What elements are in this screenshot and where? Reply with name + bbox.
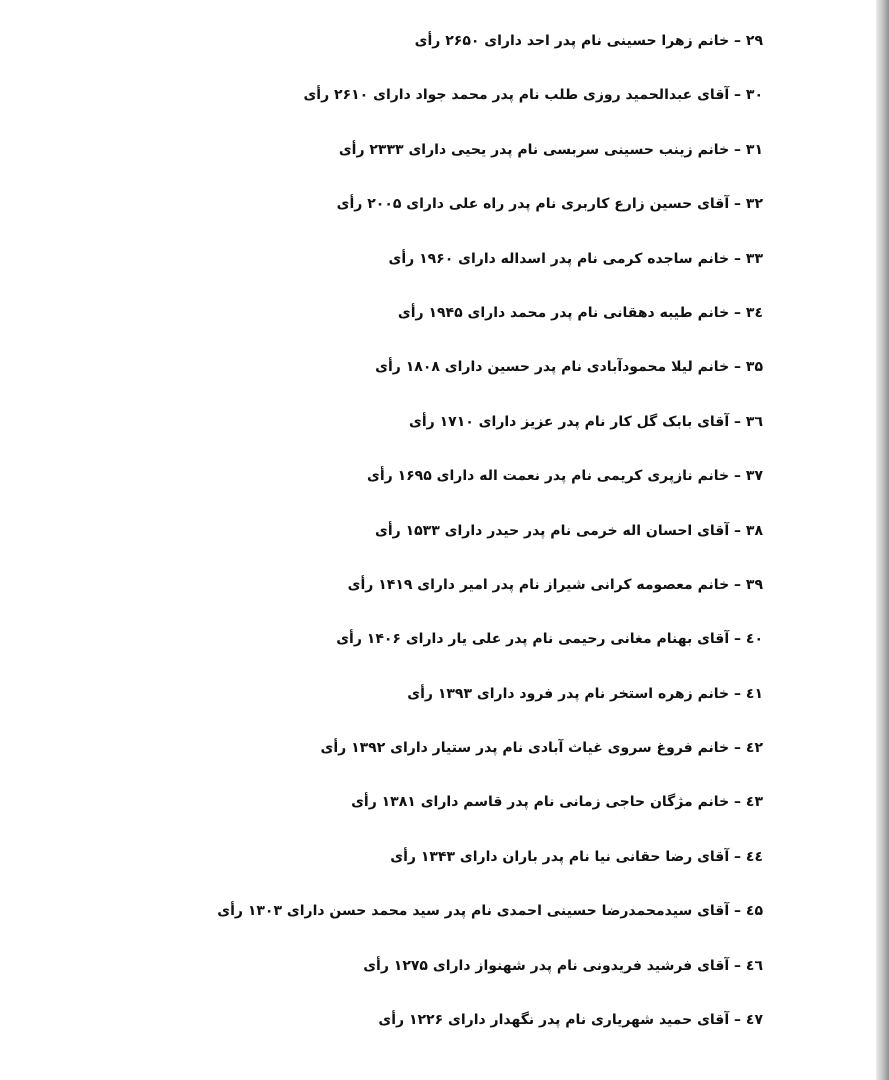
candidate-entry: ٤٤ – آقای رضا حقانی نیا نام پدر باران دارای ۱۳۴۳ رأی — [390, 848, 763, 865]
candidate-entry: ۳٤ – خانم طیبه دهقانی نام پدر محمد دارای ۱۹۴۵ رأی — [397, 304, 763, 321]
candidate-entry: ۳۹ – خانم معصومه کرانی شیراز نام پدر امیر دارای ۱۴۱۹ رأی — [347, 576, 763, 593]
candidate-entry: ۳۱ – خانم زینب حسینی سربسی نام پدر یحیی دارای ۲۳۳۳ رأی — [338, 141, 763, 158]
candidate-entry: ٤۲ – خانم فروغ سروی غیاث آبادی نام پدر ستیار دارای ۱۳۹۲ رأی — [320, 740, 763, 757]
candidate-entry: ۳۸ – آقای احسان اله خرمی نام پدر حیدر دارای ۱۵۳۳ رأی — [375, 522, 763, 539]
candidate-entry: ٤٦ – آقای فرشید فریدونی نام پدر شهنواز دارای ۱۲۷۵ رأی — [363, 957, 763, 974]
candidate-entry: ٤۷ – آقای حمید شهریاری نام پدر نگهدار دارای ۱۲۲۶ رأی — [378, 1012, 763, 1029]
candidate-entry: ٤۳ – خانم مژگان حاجی زمانی نام پدر قاسم دارای ۱۳۸۱ رأی — [351, 794, 763, 811]
candidate-entry: ۳٦ – آقای بابک گل کار نام پدر عزیز دارای ۱۷۱۰ رأی — [409, 413, 763, 430]
candidate-vote-list — [217, 14, 763, 1047]
candidate-entry: ٤۰ – آقای بهنام مغانی رحیمی نام پدر علی یار دارای ۱۴۰۶ رأی — [336, 631, 763, 648]
page-edge-shadow — [876, 0, 889, 1080]
candidate-entry: ۲۹ – خانم زهرا حسینی نام پدر احد دارای ۲۶۵۰ رأی — [414, 33, 763, 49]
candidate-entry: ٤۱ – خانم زهره استخر نام پدر فرود دارای ۱۳۹۳ رأی — [407, 685, 763, 702]
candidate-entry: ۳۲ – آقای حسین زارع کاربری نام پدر راه علی دارای ۲۰۰۵ رأی — [336, 196, 763, 213]
candidate-entry: ۳۳ – خانم ساجده کرمی نام پدر اسداله دارای ۱۹۶۰ رأی — [388, 250, 763, 267]
candidate-entry: ٤۵ – آقای سیدمحمدرضا حسینی احمدی نام پدر سید محمد حسن دارای ۱۳۰۳ رأی — [217, 903, 763, 920]
candidate-entry: ۳۵ – خانم لیلا محمودآبادی نام پدر حسین دارای ۱۸۰۸ رأی — [375, 359, 763, 376]
candidate-entry: ۳۰ – آقای عبدالحمید روزی طلب نام پدر محمد جواد دارای ۲۶۱۰ رأی — [303, 87, 763, 104]
candidate-entry: ۳۷ – خانم نازپری کریمی نام پدر نعمت اله دارای ۱۶۹۵ رأی — [367, 468, 763, 485]
